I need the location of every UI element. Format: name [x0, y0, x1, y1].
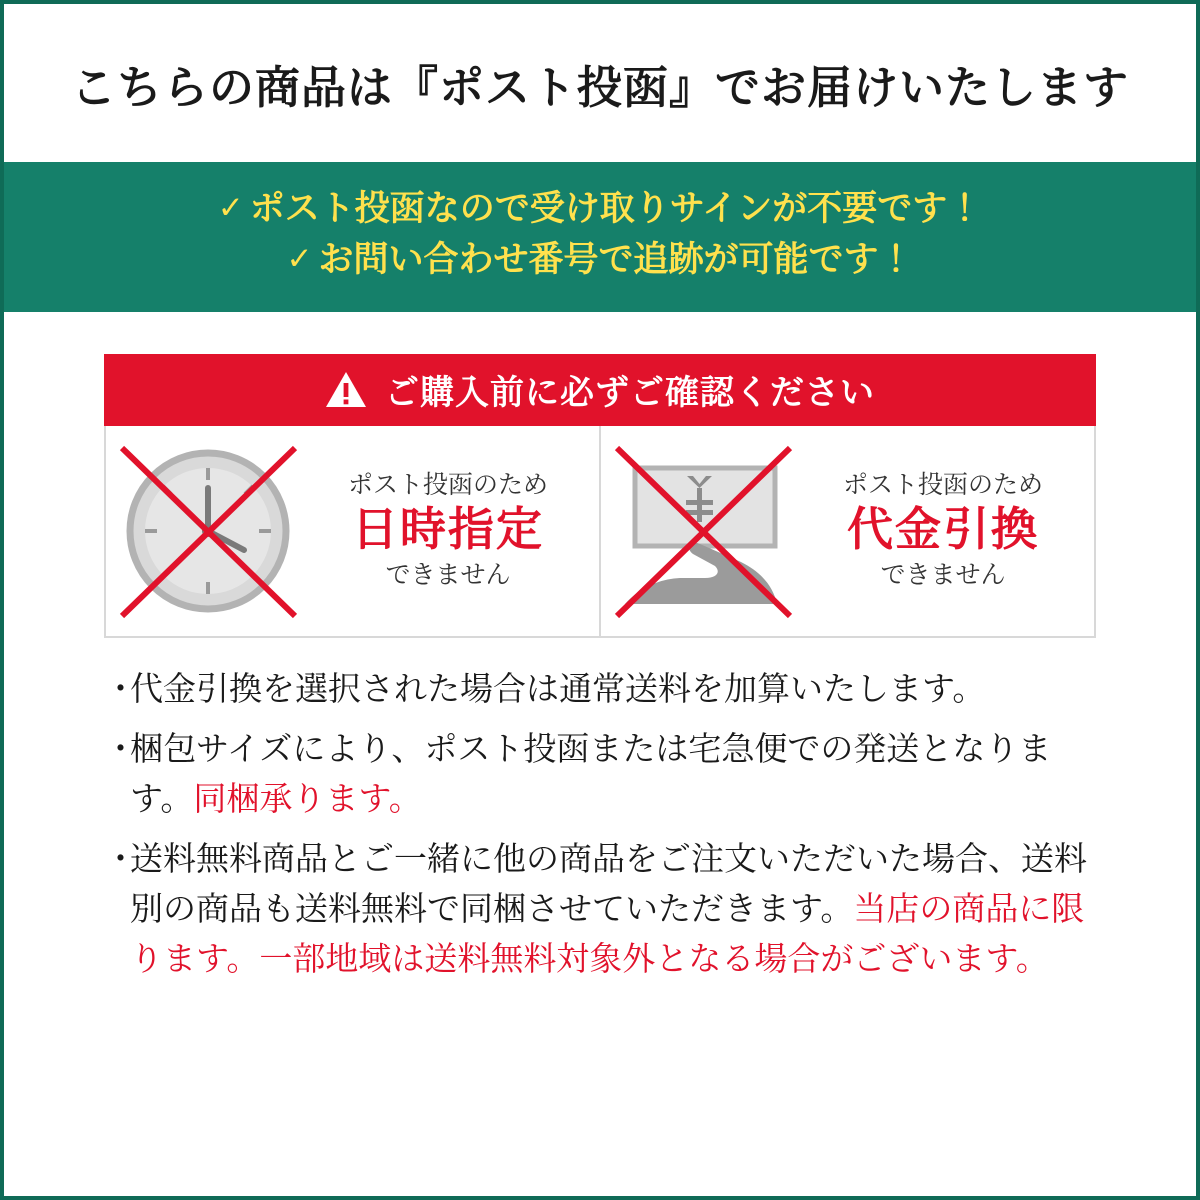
note-body — [130, 724, 1096, 824]
cell-bottom-text: できません — [385, 560, 511, 589]
warning-cell-text — [806, 470, 1094, 591]
notes-list — [104, 664, 1096, 985]
list-item — [104, 664, 1096, 714]
header — [4, 4, 1196, 162]
note-segment: 代金引換を選択された場合は通常送料を加算いたします。 — [130, 669, 986, 707]
warning-box — [104, 354, 1096, 638]
note-segment: 梱包サイズにより、ポスト投函または宅急便での発送となります。 — [130, 729, 1052, 817]
cell-main-text: 日時指定 — [352, 503, 544, 556]
check-icon: ✓ — [286, 240, 313, 276]
benefit-text: ポスト投函なので受け取りサインが不要です！ — [249, 189, 983, 228]
list-item — [104, 834, 1096, 984]
warning-header — [104, 354, 1096, 426]
cell-top-text: ポスト投函のため — [842, 470, 1043, 499]
list-item — [104, 724, 1096, 824]
note-body — [130, 834, 1096, 984]
bullet-icon: ・ — [104, 839, 137, 877]
warning-triangle-icon — [325, 371, 367, 409]
benefit-text: お問い合わせ番号で追跡が可能です！ — [318, 239, 914, 279]
note-segment-highlight: 当店の商品に限ります。一部地域は送料無料対象外となる場合がございます。 — [130, 890, 1085, 978]
cell-main-text: 代金引換 — [847, 503, 1039, 556]
warning-cell-date-designation — [106, 426, 599, 636]
cell-bottom-text: できません — [880, 560, 1006, 589]
warning-body — [104, 426, 1096, 638]
note-body — [130, 664, 1096, 714]
bullet-icon: ・ — [104, 729, 137, 767]
benefit-line — [4, 184, 1196, 235]
warning-cell-cash-on-delivery — [599, 426, 1094, 636]
bullet-icon: ・ — [104, 669, 137, 707]
check-icon: ✓ — [217, 190, 244, 225]
cash-on-delivery-icon — [601, 426, 806, 636]
warning-cell-text — [311, 470, 599, 591]
cell-top-text: ポスト投函のため — [347, 470, 548, 499]
benefits-band — [4, 162, 1196, 312]
note-segment-highlight: 同梱承ります。 — [193, 779, 422, 817]
note-segment: 送料無料商品とご一緒に他の商品をご注文いただいた場合、送料別の商品も送料無料で同梱させていただきます。 — [130, 839, 1087, 928]
page-title: こちらの商品は『ポスト投函』でお届けいたします — [70, 61, 1129, 113]
warning-heading: ご購入前に必ずご確認ください — [385, 374, 875, 412]
clock-icon — [106, 426, 311, 636]
benefit-line — [4, 235, 1196, 286]
